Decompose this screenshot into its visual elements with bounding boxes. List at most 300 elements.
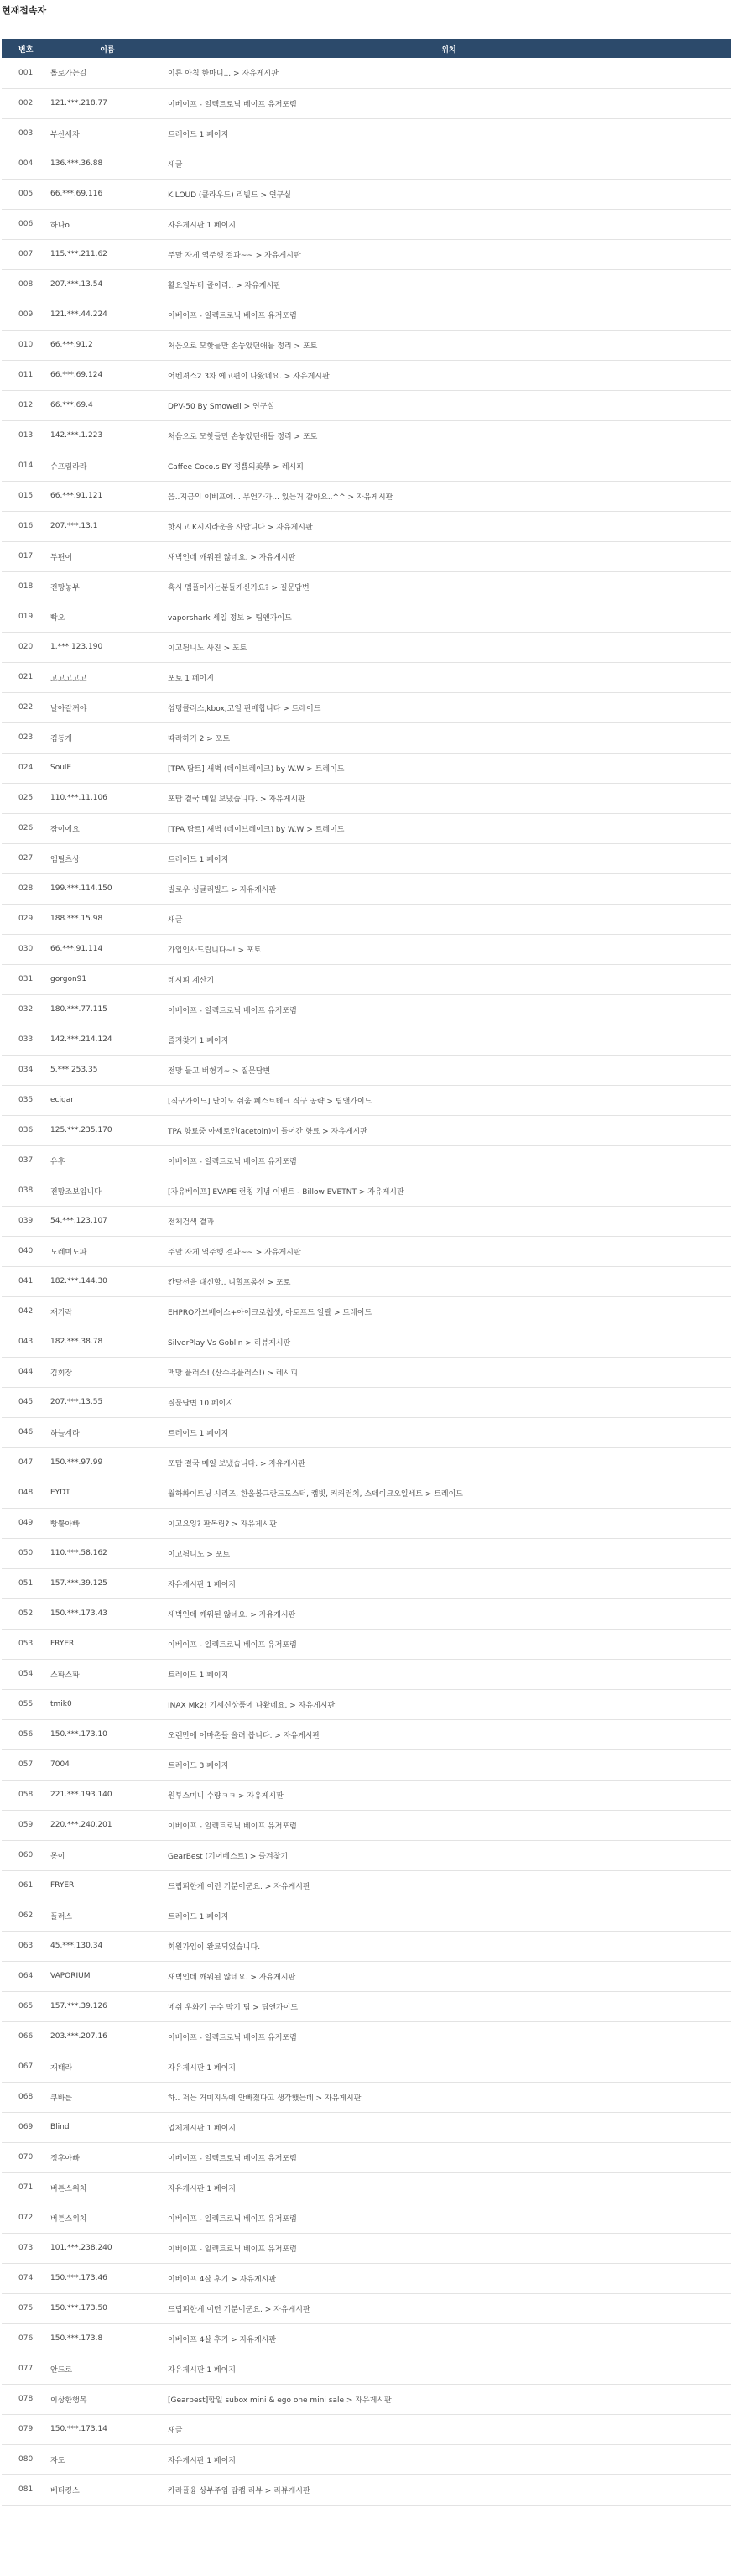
row-name-cell <box>49 541 166 571</box>
visitor-name-link[interactable]: FRYER <box>50 1640 75 1648</box>
visitor-location-link[interactable]: 하.. 저는 거미지옥에 안빠졌다고 생각했는데 > 자유게시판 <box>168 2094 362 2103</box>
visitor-location-link[interactable]: 맥망 플러스! (산수유플러스!) > 레시피 <box>168 1369 298 1378</box>
row-name-cell <box>49 1719 166 1749</box>
visitor-name-link[interactable]: 207.***.13.54 <box>50 280 103 289</box>
row-number: 049 <box>18 1519 34 1527</box>
visitor-name-link[interactable]: 110.***.58.162 <box>50 1549 107 1557</box>
visitor-name-link[interactable]: 150.***.97.99 <box>50 1458 103 1467</box>
visitor-location-link[interactable]: Caffee Coco.s BY 정쁨의美學 > 레시피 <box>168 462 304 472</box>
visitor-name-link[interactable]: 182.***.38.78 <box>50 1338 103 1346</box>
table-row <box>2 2233 731 2263</box>
row-location-cell <box>166 1447 731 1478</box>
visitor-name-link[interactable]: 136.***.36.88 <box>50 159 103 168</box>
row-number: 057 <box>18 1760 34 1769</box>
visitor-name-link[interactable]: VAPORIUM <box>50 1972 91 1980</box>
row-location-cell <box>166 1810 731 1840</box>
visitor-name-link[interactable]: 66.***.91.2 <box>50 341 93 349</box>
visitor-name-link[interactable]: 207.***.13.55 <box>50 1398 103 1406</box>
row-number: 073 <box>18 2244 34 2252</box>
visitor-location-link[interactable]: 이베이프 - 일렉트로닉 베이프 유저포럼 <box>168 1822 297 1831</box>
visitor-name-link[interactable]: ecigar <box>50 1096 74 1104</box>
table-row <box>2 1538 731 1568</box>
row-location-cell <box>166 1236 731 1266</box>
row-number: 078 <box>18 2395 34 2403</box>
visitor-name-link[interactable]: 150.***.173.43 <box>50 1609 107 1618</box>
table-row <box>2 964 731 994</box>
row-number: 016 <box>18 522 34 530</box>
visitor-location-link[interactable]: 칸탈선을 대신할.. 니힐프롬선 > 포토 <box>168 1278 291 1287</box>
visitor-name-link[interactable]: 150.***.173.10 <box>50 1730 107 1739</box>
row-number: 010 <box>18 341 34 349</box>
row-number: 055 <box>18 1700 34 1708</box>
row-number: 027 <box>18 854 34 863</box>
row-location-cell <box>166 58 731 88</box>
row-location-cell <box>166 1870 731 1901</box>
row-location-cell <box>166 269 731 300</box>
row-number: 066 <box>18 2032 34 2041</box>
row-name-cell <box>49 1266 166 1296</box>
visitor-location-link[interactable]: 오랜만에 어마촌들 올려 봅니다. > 자유게시판 <box>168 1731 320 1740</box>
visitor-name-link[interactable]: 스파스파 <box>50 1671 80 1680</box>
visitor-location-link[interactable]: [자유베이프] EVAPE 런칭 기념 이벤트 - Billow EVETNT > 자유게시판 <box>168 1187 404 1197</box>
row-location-cell <box>166 2142 731 2172</box>
visitor-location-link[interactable]: 새벽인데 깨워된 않네요. > 자유게시판 <box>168 553 296 562</box>
table-row <box>2 1931 731 1961</box>
visitor-name-link[interactable]: 날아갈꺼야 <box>50 704 87 713</box>
visitor-name-link[interactable]: 쿠바를 <box>50 2094 73 2103</box>
visitor-name-link[interactable]: 221.***.193.140 <box>50 1791 112 1799</box>
visitor-name-link[interactable]: 110.***.11.106 <box>50 794 107 802</box>
visitor-name-link[interactable]: 199.***.114.150 <box>50 884 112 893</box>
visitor-location-link[interactable]: 트레이드 1 페이지 <box>168 1912 229 1922</box>
table-header-row <box>2 39 731 58</box>
column-header-location: 위치 <box>441 45 456 55</box>
visitor-location-link[interactable]: 이고요잉? 판독링? > 자유게시판 <box>168 1520 278 1529</box>
visitor-location-link[interactable]: 빌로우 싱글리빌드 > 자유게시판 <box>168 885 277 894</box>
row-number: 033 <box>18 1035 34 1044</box>
row-location-cell <box>166 1659 731 1689</box>
row-location-cell <box>166 2323 731 2354</box>
row-name-cell <box>49 2052 166 2082</box>
visitor-location-link[interactable]: 자유게시판 1 페이지 <box>168 2184 237 2193</box>
visitor-name-link[interactable]: 150.***.173.14 <box>50 2425 107 2433</box>
visitor-location-link[interactable]: 새글 <box>168 160 183 169</box>
row-number: 075 <box>18 2304 34 2313</box>
row-number: 039 <box>18 1217 34 1225</box>
visitor-name-link[interactable]: 182.***.144.30 <box>50 1277 107 1285</box>
table-row <box>2 904 731 934</box>
row-number: 064 <box>18 1972 34 1980</box>
visitor-location-link[interactable]: 트레이드 1 페이지 <box>168 855 229 864</box>
visitor-location-link[interactable]: 활요일부터 골이리.. > 자유게시판 <box>168 281 281 290</box>
visitor-name-link[interactable]: 고고고고고 <box>50 674 87 683</box>
visitor-name-link[interactable]: EYDT <box>50 1489 70 1497</box>
row-name-cell <box>49 239 166 269</box>
visitor-name-link[interactable]: 몽이 <box>50 1852 65 1861</box>
visitor-location-link[interactable]: 월하화이트닝 시리즈, 한울볼그란드도스터, 캡빗, 커커런치, 스테이크오일세트 > 트레이드 <box>168 1489 463 1499</box>
table-row <box>2 1508 731 1538</box>
visitor-name-link[interactable]: 김동개 <box>50 734 73 743</box>
visitor-name-link[interactable]: 66.***.69.124 <box>50 371 103 379</box>
visitor-location-link[interactable]: 트레이드 1 페이지 <box>168 1671 229 1680</box>
visitor-name-link[interactable]: 재기락 <box>50 1308 73 1317</box>
visitor-name-link[interactable]: 베티킹스 <box>50 2486 80 2495</box>
row-number: 007 <box>18 250 34 258</box>
table-row <box>2 269 731 300</box>
visitor-name-link[interactable]: 115.***.211.62 <box>50 250 107 258</box>
visitor-name-link[interactable]: 157.***.39.125 <box>50 1579 107 1588</box>
table-row <box>2 1598 731 1629</box>
row-location-cell <box>166 1629 731 1659</box>
table-row <box>2 1115 731 1145</box>
table-row <box>2 662 731 692</box>
column-header-number: 번호 <box>18 45 34 55</box>
visitor-name-link[interactable]: 김회장 <box>50 1369 73 1378</box>
table-row <box>2 1991 731 2021</box>
visitor-location-link[interactable]: 전망 들고 버형기~ > 질문답변 <box>168 1066 271 1076</box>
row-name-cell <box>49 1870 166 1901</box>
visitor-location-link[interactable]: EHPRO카브베이스+아이크로첩셋, 아토프드 일괄 > 트레이드 <box>168 1308 372 1317</box>
table-row <box>2 1145 731 1176</box>
row-location-cell <box>166 1025 731 1055</box>
visitor-name-link[interactable]: 188.***.15.98 <box>50 915 103 923</box>
row-name-cell <box>49 1810 166 1840</box>
row-number: 077 <box>18 2365 34 2373</box>
visitor-location-link[interactable]: 자유게시판 1 페이지 <box>168 221 237 230</box>
visitor-location-link[interactable]: 주말 자게 역주행 결과~~ > 자유게시판 <box>168 251 301 260</box>
visitor-location-link[interactable]: 포탑 결국 메일 보냈습니다. > 자유게시판 <box>168 795 305 804</box>
row-name-cell <box>49 602 166 632</box>
visitor-name-link[interactable]: 66.***.91.121 <box>50 492 103 500</box>
visitor-location-link[interactable]: 처음으로 모핫들만 손놓았던애들 정리 > 포토 <box>168 432 318 441</box>
row-location-cell <box>166 2203 731 2233</box>
row-number: 052 <box>18 1609 34 1618</box>
visitor-name-link[interactable]: 1.***.123.190 <box>50 643 103 651</box>
table-row <box>2 2082 731 2112</box>
row-name-cell <box>49 2474 166 2505</box>
row-number: 014 <box>18 461 34 470</box>
row-number: 019 <box>18 613 34 621</box>
row-number: 061 <box>18 1881 34 1890</box>
visitor-name-link[interactable]: 두편이 <box>50 553 73 562</box>
row-number: 001 <box>18 68 34 77</box>
visitor-name-link[interactable]: 롤로가는길 <box>50 70 87 79</box>
visitor-name-link[interactable]: 150.***.173.46 <box>50 2274 107 2282</box>
table-row <box>2 2474 731 2505</box>
visitor-name-link[interactable]: tmik0 <box>50 1700 72 1708</box>
visitor-location-link[interactable]: 즐겨찾기 1 페이지 <box>168 1036 229 1046</box>
visitor-location-link[interactable]: 자유게시판 1 페이지 <box>168 2063 237 2073</box>
visitor-name-link[interactable]: 125.***.235.170 <box>50 1126 112 1134</box>
row-location-cell <box>166 1085 731 1115</box>
row-location-cell <box>166 239 731 269</box>
row-name-cell <box>49 2172 166 2203</box>
table-row <box>2 692 731 722</box>
visitor-location-link[interactable]: 가입인사드립니다~! > 포토 <box>168 946 262 955</box>
visitor-location-link[interactable]: 카라플융 상부주입 탑캡 리뷰 > 리뷰게시판 <box>168 2486 310 2495</box>
row-number: 009 <box>18 310 34 319</box>
row-name-cell <box>49 783 166 813</box>
visitor-name-link[interactable]: 전망놓부 <box>50 583 80 592</box>
visitor-location-link[interactable]: 자유게시판 1 페이지 <box>168 2456 237 2465</box>
row-name-cell <box>49 2112 166 2142</box>
row-name-cell <box>49 451 166 481</box>
visitor-location-link[interactable]: 이베이프 - 일렉트로닉 베이프 유저포럼 <box>168 1006 297 1015</box>
row-location-cell <box>166 1689 731 1719</box>
table-row <box>2 1085 731 1115</box>
visitor-name-link[interactable]: 빵뿔아빠 <box>50 1520 80 1529</box>
row-name-cell <box>49 1176 166 1206</box>
visitor-name-link[interactable]: 부산세자 <box>50 130 80 139</box>
table-row <box>2 783 731 813</box>
row-number: 004 <box>18 159 34 168</box>
row-location-cell <box>166 209 731 239</box>
visitor-location-link[interactable]: K.LOUD (클라우드) 리빌드 > 연구실 <box>168 190 292 200</box>
row-name-cell <box>49 2323 166 2354</box>
visitor-location-link[interactable]: 주말 자게 역주행 결과~~ > 자유게시판 <box>168 1248 301 1257</box>
visitor-name-link[interactable]: SoulE <box>50 764 72 772</box>
row-name-cell <box>49 2142 166 2172</box>
row-number: 081 <box>18 2485 34 2494</box>
row-name-cell <box>49 1538 166 1568</box>
row-location-cell <box>166 541 731 571</box>
visitor-location-link[interactable]: 이고됨니노 > 포토 <box>168 1550 231 1559</box>
visitor-location-link[interactable]: 이베이프 - 일렉트로닉 베이프 유저포럼 <box>168 2033 297 2042</box>
visitor-location-link[interactable]: 섭텅클러스,kbox,코일 판매합니다 > 트레이드 <box>168 704 321 713</box>
visitor-location-link[interactable]: 트레이드 3 페이지 <box>168 1761 229 1770</box>
visitor-name-link[interactable]: 이상한행복 <box>50 2396 87 2405</box>
visitor-name-link[interactable]: 121.***.44.224 <box>50 310 107 319</box>
visitor-name-link[interactable]: 142.***.1.223 <box>50 431 103 440</box>
table-row <box>2 541 731 571</box>
visitor-location-link[interactable]: 트레이드 1 페이지 <box>168 130 229 139</box>
row-name-cell <box>49 1206 166 1236</box>
visitor-location-link[interactable]: [TPA 탐트] 새벽 (데이브레이크) by W.W > 트레이드 <box>168 825 345 834</box>
visitor-name-link[interactable]: 잠이에요 <box>50 825 80 834</box>
visitor-name-link[interactable]: 안드로 <box>50 2365 73 2375</box>
visitor-location-link[interactable]: 전체검색 결과 <box>168 1218 215 1227</box>
row-name-cell <box>49 481 166 511</box>
visitor-name-link[interactable]: 45.***.130.34 <box>50 1942 103 1950</box>
row-number: 028 <box>18 884 34 893</box>
row-location-cell <box>166 1296 731 1327</box>
visitor-location-link[interactable]: 혹시 멤플이시는분들게신가요? > 질문답변 <box>168 583 310 592</box>
visitor-name-link[interactable]: 슈프림라라 <box>50 462 87 472</box>
visitor-name-link[interactable]: 142.***.214.124 <box>50 1035 112 1044</box>
visitor-location-link[interactable]: [Gearbest]합일 subox mini & ego one mini sale > 자유게시판 <box>168 2396 392 2405</box>
table-row <box>2 2172 731 2203</box>
visitor-location-link[interactable]: 새글 <box>168 915 183 925</box>
row-number: 048 <box>18 1489 34 1497</box>
row-number: 036 <box>18 1126 34 1134</box>
row-number: 022 <box>18 703 34 712</box>
table-row <box>2 2263 731 2293</box>
visitor-name-link[interactable]: 180.***.77.115 <box>50 1005 107 1014</box>
visitor-name-link[interactable]: 도레미도파 <box>50 1248 87 1257</box>
table-row <box>2 1206 731 1236</box>
visitor-name-link[interactable]: 101.***.238.240 <box>50 2244 112 2252</box>
row-location-cell <box>166 2384 731 2414</box>
visitor-location-link[interactable]: 따라하기 2 > 포토 <box>168 734 231 743</box>
row-location-cell <box>166 2444 731 2474</box>
visitor-name-link[interactable]: 54.***.123.107 <box>50 1217 107 1225</box>
visitor-location-link[interactable]: 어벤져스2 3차 예고편이 나왔네요. > 자유게시판 <box>168 372 330 381</box>
visitor-location-link[interactable]: 레시피 계산기 <box>168 976 215 985</box>
visitor-name-link[interactable]: Blind <box>50 2123 70 2131</box>
visitor-location-link[interactable]: TPA 향료중 아세토인(acetoin)이 들어간 향료 > 자유게시판 <box>168 1127 367 1136</box>
row-number: 050 <box>18 1549 34 1557</box>
visitor-name-link[interactable]: 207.***.13.1 <box>50 522 98 530</box>
row-location-cell <box>166 481 731 511</box>
row-name-cell <box>49 843 166 873</box>
row-name-cell <box>49 420 166 451</box>
table-row <box>2 2142 731 2172</box>
visitor-name-link[interactable]: 재태라 <box>50 2063 73 2073</box>
visitor-location-link[interactable]: 이베이프 - 일렉트로닉 베이프 유저포럼 <box>168 2214 297 2224</box>
row-number: 038 <box>18 1186 34 1195</box>
visitor-location-link[interactable]: INAX Mk2! 기세신상품에 나왔네요. > 자유게시판 <box>168 1701 336 1710</box>
visitor-location-link[interactable]: 이베이프 - 일렉트로닉 베이프 유저포럼 <box>168 1157 297 1166</box>
visitor-name-link[interactable]: 플러스 <box>50 1912 73 1922</box>
visitor-name-link[interactable]: 150.***.173.8 <box>50 2334 103 2343</box>
row-number: 040 <box>18 1247 34 1255</box>
table-row <box>2 813 731 843</box>
row-name-cell <box>49 964 166 994</box>
visitor-location-link[interactable]: 이른 아침 한마디... > 자유게시판 <box>168 70 279 79</box>
visitor-name-link[interactable]: gorgon91 <box>50 975 87 983</box>
row-number: 002 <box>18 99 34 107</box>
visitor-name-link[interactable]: 유후 <box>50 1157 65 1166</box>
visitor-name-link[interactable]: 66.***.69.4 <box>50 401 93 409</box>
row-number: 076 <box>18 2334 34 2343</box>
visitor-location-link[interactable]: DPV-50 By Smowell > 연구실 <box>168 402 275 411</box>
row-location-cell <box>166 843 731 873</box>
visitor-location-link[interactable]: 이베이프 - 일렉트로닉 베이프 유저포럼 <box>168 2154 297 2163</box>
row-name-cell <box>49 1115 166 1145</box>
row-number: 024 <box>18 764 34 772</box>
row-name-cell <box>49 1598 166 1629</box>
visitor-location-link[interactable]: 포토 1 페이지 <box>168 674 214 683</box>
visitor-location-link[interactable]: 질문답변 10 페이지 <box>168 1399 234 1408</box>
table-row <box>2 2203 731 2233</box>
visitor-location-link[interactable]: 핫시고 K시지라운을 사랍니다 > 자유게시판 <box>168 523 313 532</box>
visitor-name-link[interactable]: 203.***.207.16 <box>50 2032 107 2041</box>
row-number: 031 <box>18 975 34 983</box>
table-row <box>2 1387 731 1417</box>
visitor-location-link[interactable]: GearBest (기어베스트) > 즐겨찾기 <box>168 1852 289 1861</box>
visitor-location-link[interactable]: 새벽인데 깨워된 않네요. > 자유게시판 <box>168 1973 296 1982</box>
row-number: 030 <box>18 945 34 953</box>
visitor-location-link[interactable]: 이베이프 - 일렉트로닉 베이프 유저포럼 <box>168 1640 297 1650</box>
visitor-location-link[interactable]: 음..지금의 이베프에... 무언가가... 있는거 같아요..^^ > 자유게시판 <box>168 493 393 502</box>
visitor-location-link[interactable]: 새글 <box>168 2426 183 2435</box>
row-name-cell <box>49 1478 166 1508</box>
visitor-name-link[interactable]: 자도 <box>50 2456 65 2465</box>
visitor-location-link[interactable]: 자유게시판 1 페이지 <box>168 2365 237 2375</box>
visitor-location-link[interactable]: 업체게시판 1 페이지 <box>168 2124 237 2133</box>
table-row <box>2 1568 731 1598</box>
visitor-location-link[interactable]: 이베이프 4살 후기 > 자유게시판 <box>168 2275 277 2284</box>
table-row <box>2 1357 731 1387</box>
visitor-name-link[interactable]: 하늘계라 <box>50 1429 80 1438</box>
visitor-name-link[interactable]: FRYER <box>50 1881 75 1890</box>
row-name-cell <box>49 1780 166 1810</box>
visitor-location-link[interactable]: 원투스미니 수량ㅋㅋ > 자유게시판 <box>168 1791 284 1801</box>
visitor-name-link[interactable]: 150.***.173.50 <box>50 2304 107 2313</box>
visitor-name-link[interactable]: 157.***.39.126 <box>50 2002 107 2010</box>
visitor-name-link[interactable]: 전망조보입니다 <box>50 1187 102 1197</box>
row-location-cell <box>166 2082 731 2112</box>
visitor-location-link[interactable]: 이베이프 - 일렉트로닉 베이프 유저포럼 <box>168 2245 297 2254</box>
visitor-name-link[interactable]: 하나o <box>50 221 70 230</box>
row-name-cell <box>49 1840 166 1870</box>
row-number: 045 <box>18 1398 34 1406</box>
visitor-name-link[interactable]: 220.***.240.201 <box>50 1821 112 1829</box>
row-location-cell <box>166 1327 731 1357</box>
row-name-cell <box>49 1296 166 1327</box>
visitor-name-link[interactable]: 버튼스위치 <box>50 2214 87 2224</box>
table-row <box>2 571 731 602</box>
row-location-cell <box>166 934 731 964</box>
table-row <box>2 1810 731 1840</box>
visitor-name-link[interactable]: 빡오 <box>50 613 65 623</box>
table-row <box>2 390 731 420</box>
row-name-cell <box>49 269 166 300</box>
visitor-location-link[interactable]: 처음으로 모핫들만 손놓았던애들 정리 > 포토 <box>168 342 318 351</box>
table-row <box>2 2384 731 2414</box>
visitor-location-link[interactable]: 트레이드 1 페이지 <box>168 1429 229 1438</box>
row-name-cell <box>49 873 166 904</box>
visitor-location-link[interactable]: 이베이프 - 일렉트로닉 베이프 유저포럼 <box>168 100 297 109</box>
row-number: 023 <box>18 733 34 742</box>
visitor-name-link[interactable]: 66.***.91.114 <box>50 945 103 953</box>
visitor-location-link[interactable]: SilverPlay Vs Goblin > 리뷰게시판 <box>168 1338 291 1348</box>
visitor-location-link[interactable]: 메쉬 우화기 누수 막기 팁 > 팁앤가이드 <box>168 2003 299 2012</box>
table-row <box>2 2021 731 2052</box>
table-row <box>2 88 731 118</box>
row-location-cell <box>166 602 731 632</box>
table-row <box>2 1176 731 1206</box>
row-number: 071 <box>18 2183 34 2192</box>
visitor-location-link[interactable]: [TPA 탐트] 새벽 (데이브레이크) by W.W > 트레이드 <box>168 764 345 774</box>
visitor-location-link[interactable]: 이베이프 - 일렉트로닉 베이프 유저포럼 <box>168 311 297 321</box>
visitor-name-link[interactable]: 5.***.253.35 <box>50 1066 98 1074</box>
visitor-name-link[interactable]: 7004 <box>50 1760 70 1769</box>
visitor-location-link[interactable]: vaporshark 세일 정보 > 팁앤가이드 <box>168 613 292 623</box>
visitor-location-link[interactable]: [직구가이드] 난이도 쉬움 페스트테크 직구 공략 > 팁앤가이드 <box>168 1097 372 1106</box>
visitor-name-link[interactable]: 정후아빠 <box>50 2154 80 2163</box>
visitor-name-link[interactable]: 121.***.218.77 <box>50 99 107 107</box>
row-number: 056 <box>18 1730 34 1739</box>
visitor-location-link[interactable]: 드립피한게 이런 기분이군요. > 자유게시판 <box>168 2305 310 2314</box>
row-number: 046 <box>18 1428 34 1437</box>
row-number: 070 <box>18 2153 34 2161</box>
visitor-location-link[interactable]: 드립피한게 이런 기분이군요. > 자유게시판 <box>168 1882 310 1891</box>
visitor-location-link[interactable]: 이고됨니노 사진 > 포토 <box>168 644 247 653</box>
row-number: 074 <box>18 2274 34 2282</box>
visitor-name-link[interactable]: 엠틸츠상 <box>50 855 80 864</box>
visitor-location-link[interactable]: 회원가입이 완료되었습니다. <box>168 1942 261 1952</box>
visitor-name-link[interactable]: 66.***.69.116 <box>50 190 103 198</box>
visitor-location-link[interactable]: 새벽인데 깨워된 않네요. > 자유게시판 <box>168 1610 296 1619</box>
visitor-location-link[interactable]: 자유게시판 1 페이지 <box>168 1580 237 1589</box>
row-number: 043 <box>18 1338 34 1346</box>
visitor-name-link[interactable]: 버튼스위치 <box>50 2184 87 2193</box>
visitor-location-link[interactable]: 포탑 결국 메일 보냈습니다. > 자유게시판 <box>168 1459 305 1468</box>
row-number: 021 <box>18 673 34 681</box>
visitor-location-link[interactable]: 이베이프 4살 후기 > 자유게시판 <box>168 2335 277 2344</box>
table-row <box>2 1236 731 1266</box>
